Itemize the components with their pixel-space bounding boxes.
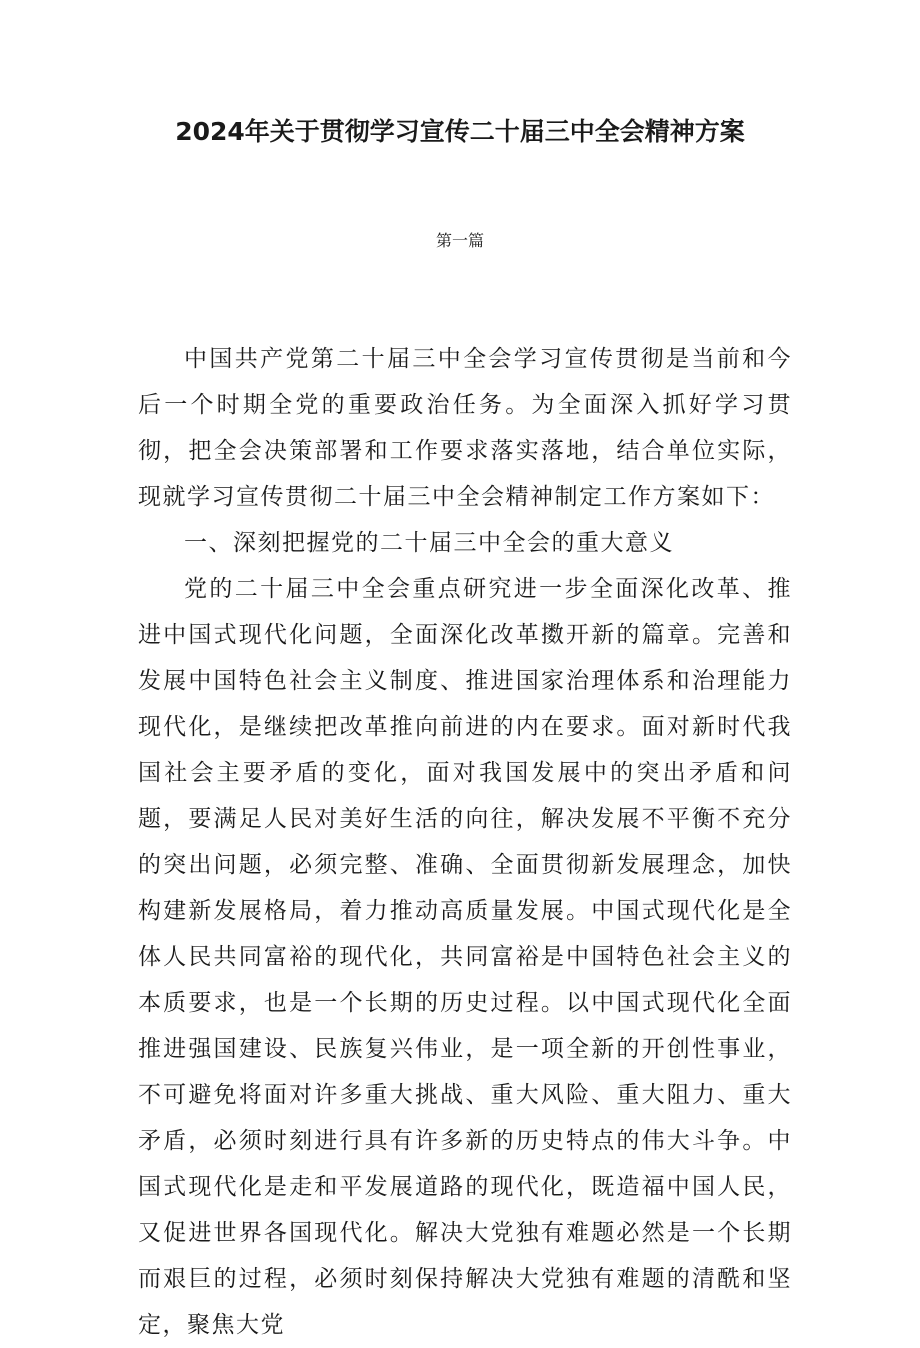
- document-subtitle: 第一篇: [435, 231, 484, 250]
- document-title: 2024年关于贯彻学习宣传二十届三中全会精神方案: [175, 117, 745, 146]
- intro-paragraph: 中国共产党第二十届三中全会学习宣传贯彻是当前和今后一个时期全党的重要政治任务。为全面深入抓好学习贯彻，把全会决策部署和工作要求落实落地，结合单位实际，现就学习宣传贯彻二十届三中全会精神制定工作方案如下：: [138, 346, 792, 510]
- section-heading: 一、深刻把握党的二十届三中全会的重大意义: [184, 530, 674, 556]
- document-body: [138, 336, 792, 1348]
- body-paragraph: 党的二十届三中全会重点研究进一步全面深化改革、推进中国式现代化问题，全面深化改革擞开新的篇章。完善和发展中国特色社会主义制度、推进国家治理体系和治理能力现代化，是继续把改革推向前进的内在要求。面对新时代我国社会主要矛盾的变化，面对我国发展中的突出矛盾和问题，要满足人民对美好生活的向往，解决发展不平衡不充分的突出问题，必须完整、准确、全面贯彻新发展理念，加快构建新发展格局，着力推动高质量发展。中国式现代化是全体人民共同富裕的现代化，共同富裕是中国特色社会主义的本质要求，也是一个长期的历史过程。以中国式现代化全面推进强国建设、民族复兴伟业，是一项全新的开创性事业，不可避免将面对许多重大挑战、重大风险、重大阻力、重大矛盾，必须时刻进行具有许多新的历史特点的伟大斗争。中国式现代化是走和平发展道路的现代化，既造福中国人民，又促进世界各国现代化。解决大党独有难题必然是一个长期而艰巨的过程，必须时刻保持解决大党独有难题的清酰和坚定，聚焦大党: [138, 576, 792, 1338]
